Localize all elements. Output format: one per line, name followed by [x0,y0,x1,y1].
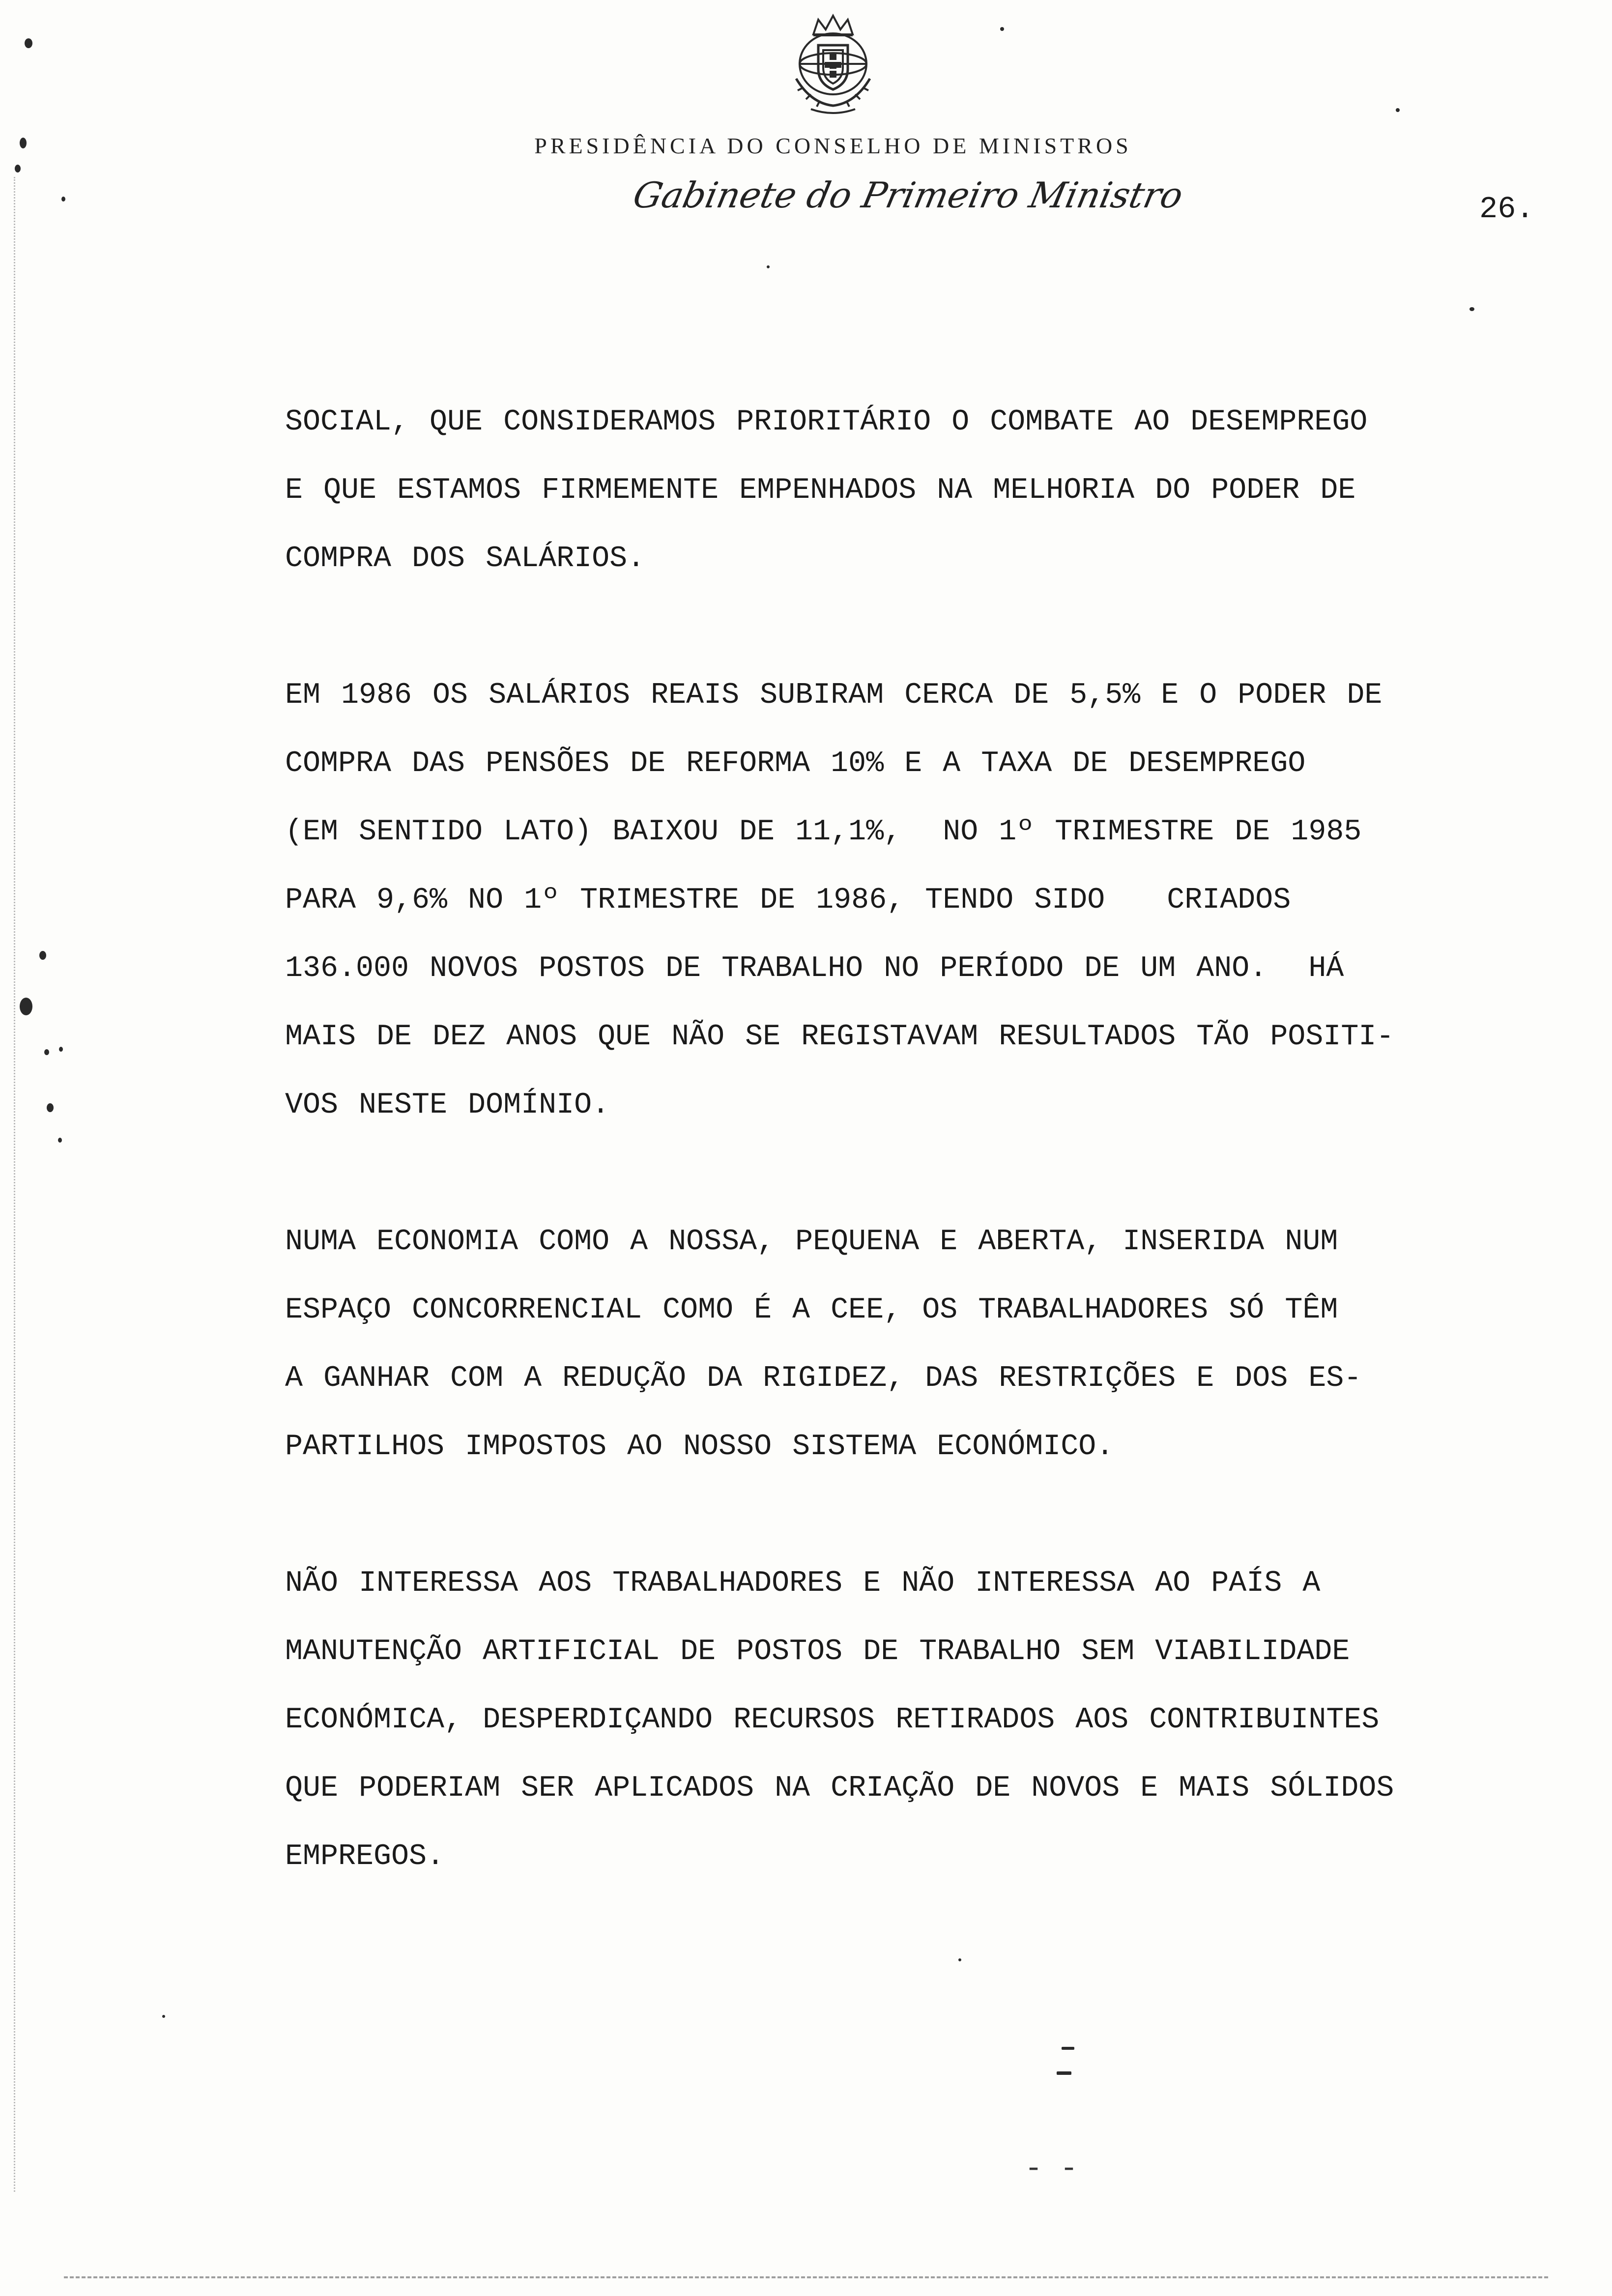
paragraph-3 [285,1208,1543,1481]
scan-speck [1396,108,1400,112]
text-line: COMPRA DAS PENSÕES DE REFORMA 10% E A TAXA DE DESEMPREGO [285,747,1306,780]
text-line: MAIS DE DEZ ANOS QUE NÃO SE REGISTAVAM RESULTADOS TÃO POSITI- [285,1020,1394,1054]
scan-speck [1469,307,1474,311]
text-line: 136.000 NOVOS POSTOS DE TRABALHO NO PERÍODO DE UM ANO. HÁ [285,952,1344,985]
continuation-mark: - - [1025,2152,1078,2186]
text-line: EMPREGOS. [285,1840,445,1873]
text-line: COMPRA DOS SALÁRIOS. [285,542,645,575]
scan-speck [44,1049,49,1055]
office-title: PRESIDÊNCIA DO CONSELHO DE MINISTROS [534,133,1132,158]
scan-speck [39,951,46,960]
scan-speck [59,1047,63,1052]
scan-speck [58,1138,62,1143]
scan-speck [1000,27,1004,31]
text-line: EM 1986 OS SALÁRIOS REAIS SUBIRAM CERCA DE 5,5% E O PODER DE [285,679,1382,712]
document-body [285,388,1543,1959]
text-line: PARTILHOS IMPOSTOS AO NOSSO SISTEMA ECONÓMICO. [285,1430,1114,1464]
coat-of-arms-icon [777,5,890,118]
text-line: PARA 9,6% NO 1º TRIMESTRE DE 1986, TENDO SIDO CRIADOS [285,884,1291,917]
scan-speck [162,2015,165,2018]
scan-speck [61,197,65,201]
text-line: QUE PODERIAM SER APLICADOS NA CRIAÇÃO DE NOVOS E MAIS SÓLIDOS [285,1772,1394,1805]
scan-speck [767,265,770,268]
scan-bottom-artifact [64,2276,1548,2278]
text-line: E QUE ESTAMOS FIRMEMENTE EMPENHADOS NA MELHORIA DO PODER DE [285,474,1356,507]
paragraph-4 [285,1550,1543,1891]
text-line: NÃO INTERESSA AOS TRABALHADORES E NÃO INTERESSA AO PAÍS A [285,1567,1321,1600]
text-line: (EM SENTIDO LATO) BAIXOU DE 11,1%, NO 1º TRIMESTRE DE 1985 [285,815,1362,849]
text-line: ECONÓMICA, DESPERDIÇANDO RECURSOS RETIRADOS AOS CONTRIBUINTES [285,1703,1380,1737]
text-line: SOCIAL, QUE CONSIDERAMOS PRIORITÁRIO O COMBATE AO DESEMPREGO [285,405,1368,439]
text-line: VOS NESTE DOMÍNIO. [285,1089,610,1122]
cabinet-subtitle: Gabinete do Primeiro Ministro [630,174,1187,216]
scan-speck [47,1103,54,1112]
scan-speck [20,138,27,148]
paragraph-2 [285,661,1543,1140]
text-line: MANUTENÇÃO ARTIFICIAL DE POSTOS DE TRABALHO SEM VIABILIDADE [285,1635,1350,1668]
scan-speck [1062,2047,1074,2050]
scan-speck [20,998,32,1015]
page-number: 26. [1479,192,1534,227]
text-line: A GANHAR COM A REDUÇÃO DA RIGIDEZ, DAS RESTRIÇÕES E DOS ES- [285,1362,1362,1395]
scan-speck [958,1958,961,1961]
scan-speck [1057,2071,1071,2075]
scan-speck [25,38,32,48]
text-line: ESPAÇO CONCORRENCIAL COMO É A CEE, OS TRABALHADORES SÓ TÊM [285,1293,1338,1327]
text-line: NUMA ECONOMIA COMO A NOSSA, PEQUENA E ABERTA, INSERIDA NUM [285,1225,1338,1259]
scan-edge-artifact [14,177,15,2192]
paragraph-1 [285,388,1543,593]
scan-speck [15,165,21,172]
